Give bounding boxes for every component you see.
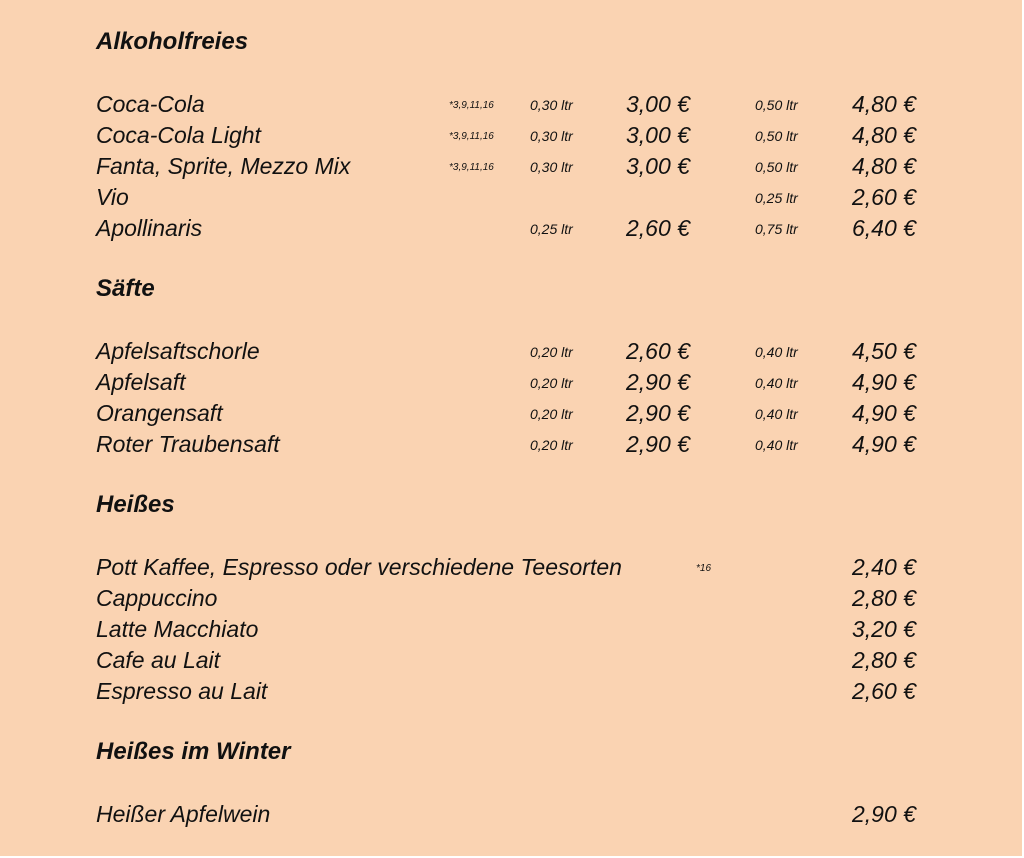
item-name: Fanta, Sprite, Mezzo Mix <box>96 153 351 179</box>
small-price: 2,60 € <box>626 338 690 364</box>
menu-item-row <box>0 399 1022 429</box>
small-volume: 0,20 ltr <box>530 375 573 391</box>
large-price: 4,80 € <box>852 91 916 117</box>
menu-item-row <box>0 183 1022 213</box>
item-name: Coca-Cola Light <box>96 122 261 148</box>
item-name: Coca-Cola <box>96 91 205 117</box>
small-price: 2,90 € <box>626 431 690 457</box>
large-volume: 0,50 ltr <box>755 159 798 175</box>
menu-item-row <box>0 646 1022 676</box>
menu-item-row <box>0 214 1022 244</box>
menu-item-row <box>0 337 1022 367</box>
item-name: Apfelsaft <box>96 369 186 395</box>
menu-item-row <box>0 584 1022 614</box>
large-volume: 0,50 ltr <box>755 128 798 144</box>
small-volume: 0,20 ltr <box>530 437 573 453</box>
large-price: 4,90 € <box>852 369 916 395</box>
item-name: Cafe au Lait <box>96 647 221 673</box>
small-volume: 0,30 ltr <box>530 159 573 175</box>
item-name: Apfelsaftschorle <box>96 338 260 364</box>
small-price: 2,90 € <box>626 369 690 395</box>
menu-item-row <box>0 553 1022 583</box>
small-price: 2,90 € <box>626 400 690 426</box>
item-name: Espresso au Lait <box>96 678 268 704</box>
item-name: Pott Kaffee, Espresso oder verschiedene Teesorten <box>96 554 622 580</box>
menu-item-row <box>0 677 1022 707</box>
small-price: 2,60 € <box>626 215 690 241</box>
large-price: 4,90 € <box>852 400 916 426</box>
large-volume: 0,40 ltr <box>755 344 798 360</box>
large-volume: 0,25 ltr <box>755 190 798 206</box>
section-heading: Heißes im Winter <box>96 738 291 765</box>
large-volume: 0,75 ltr <box>755 221 798 237</box>
item-name: Orangensaft <box>96 400 223 426</box>
menu-item-row <box>0 615 1022 645</box>
menu-item-row <box>0 121 1022 151</box>
additive-note: *3,9,11,16 <box>449 162 494 173</box>
item-name: Vio <box>96 184 129 210</box>
menu-item-row <box>0 152 1022 182</box>
menu-item-row <box>0 430 1022 460</box>
additive-note: *3,9,11,16 <box>449 100 494 111</box>
item-name: Heißer Apfelwein <box>96 801 271 827</box>
price: 2,60 € <box>852 678 916 704</box>
price: 2,40 € <box>852 554 916 580</box>
large-price: 6,40 € <box>852 215 916 241</box>
item-name: Apollinaris <box>96 215 203 241</box>
section-heading: Säfte <box>96 275 155 302</box>
section-heading: Alkoholfreies <box>96 28 249 55</box>
additive-note: *16 <box>696 563 712 574</box>
small-volume: 0,20 ltr <box>530 344 573 360</box>
small-volume: 0,30 ltr <box>530 128 573 144</box>
menu-item-row <box>0 800 1022 830</box>
large-price: 2,60 € <box>852 184 916 210</box>
small-volume: 0,30 ltr <box>530 97 573 113</box>
item-name: Cappuccino <box>96 585 218 611</box>
price: 3,20 € <box>852 616 916 642</box>
price: 2,90 € <box>852 801 916 827</box>
section-heading: Heißes <box>96 491 175 518</box>
menu-item-row <box>0 368 1022 398</box>
large-volume: 0,50 ltr <box>755 97 798 113</box>
price: 2,80 € <box>852 647 916 673</box>
additive-note: *3,9,11,16 <box>449 131 494 142</box>
large-price: 4,80 € <box>852 122 916 148</box>
menu-item-row <box>0 90 1022 120</box>
item-name: Roter Traubensaft <box>96 431 280 457</box>
small-price: 3,00 € <box>626 122 690 148</box>
item-name: Latte Macchiato <box>96 616 259 642</box>
small-price: 3,00 € <box>626 91 690 117</box>
large-volume: 0,40 ltr <box>755 375 798 391</box>
large-price: 4,80 € <box>852 153 916 179</box>
large-volume: 0,40 ltr <box>755 406 798 422</box>
small-volume: 0,25 ltr <box>530 221 573 237</box>
large-price: 4,90 € <box>852 431 916 457</box>
small-volume: 0,20 ltr <box>530 406 573 422</box>
small-price: 3,00 € <box>626 153 690 179</box>
large-price: 4,50 € <box>852 338 916 364</box>
price: 2,80 € <box>852 585 916 611</box>
large-volume: 0,40 ltr <box>755 437 798 453</box>
